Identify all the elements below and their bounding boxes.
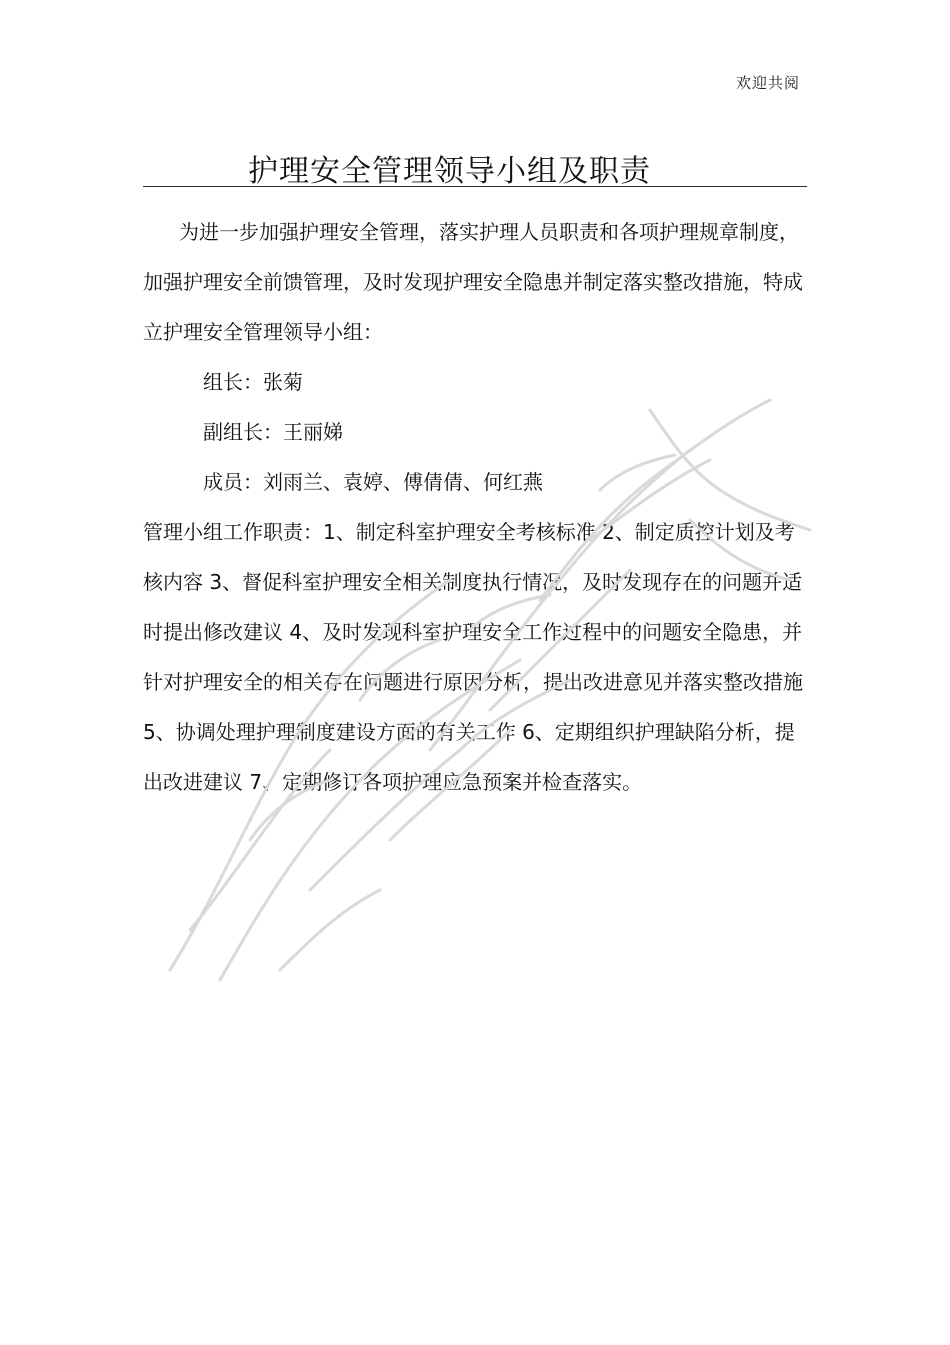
document-title: 护理安全管理领导小组及职责 [248,154,651,189]
group-members: 成员：刘雨兰、袁婷、傅倩倩、何红燕 [203,470,543,494]
title-underline [143,186,807,187]
duties-paragraph: 管理小组工作职责：1、制定科室护理安全考核标准 2、制定质控计划及考核内容 3、督促科室护理安全相关制度执行情况，及时发现存在的问题并适时提出修改建议 4、及时发现科室护理安全工作过程中的问题安全隐患，并针对护理安全的相关存在问题进行原因分析，提出改进意见并落实整改措施 5、协调处理护理制度建设方面的有关工作 6、定期组织护理缺陷分析，提出改进建议 7、定期修订各项护理应急预案并检查落实。 [143,520,803,794]
deputy-leader: 副组长：王丽娣 [203,420,343,444]
header-note: 欢迎共阅 [735,74,800,92]
intro-paragraph: 为进一步加强护理安全管理，落实护理人员职责和各项护理规章制度，加强护理安全前馈管理，及时发现护理安全隐患并制定落实整改措施，特成立护理安全管理领导小组： [143,220,803,344]
group-leader: 组长：张菊 [203,370,303,394]
